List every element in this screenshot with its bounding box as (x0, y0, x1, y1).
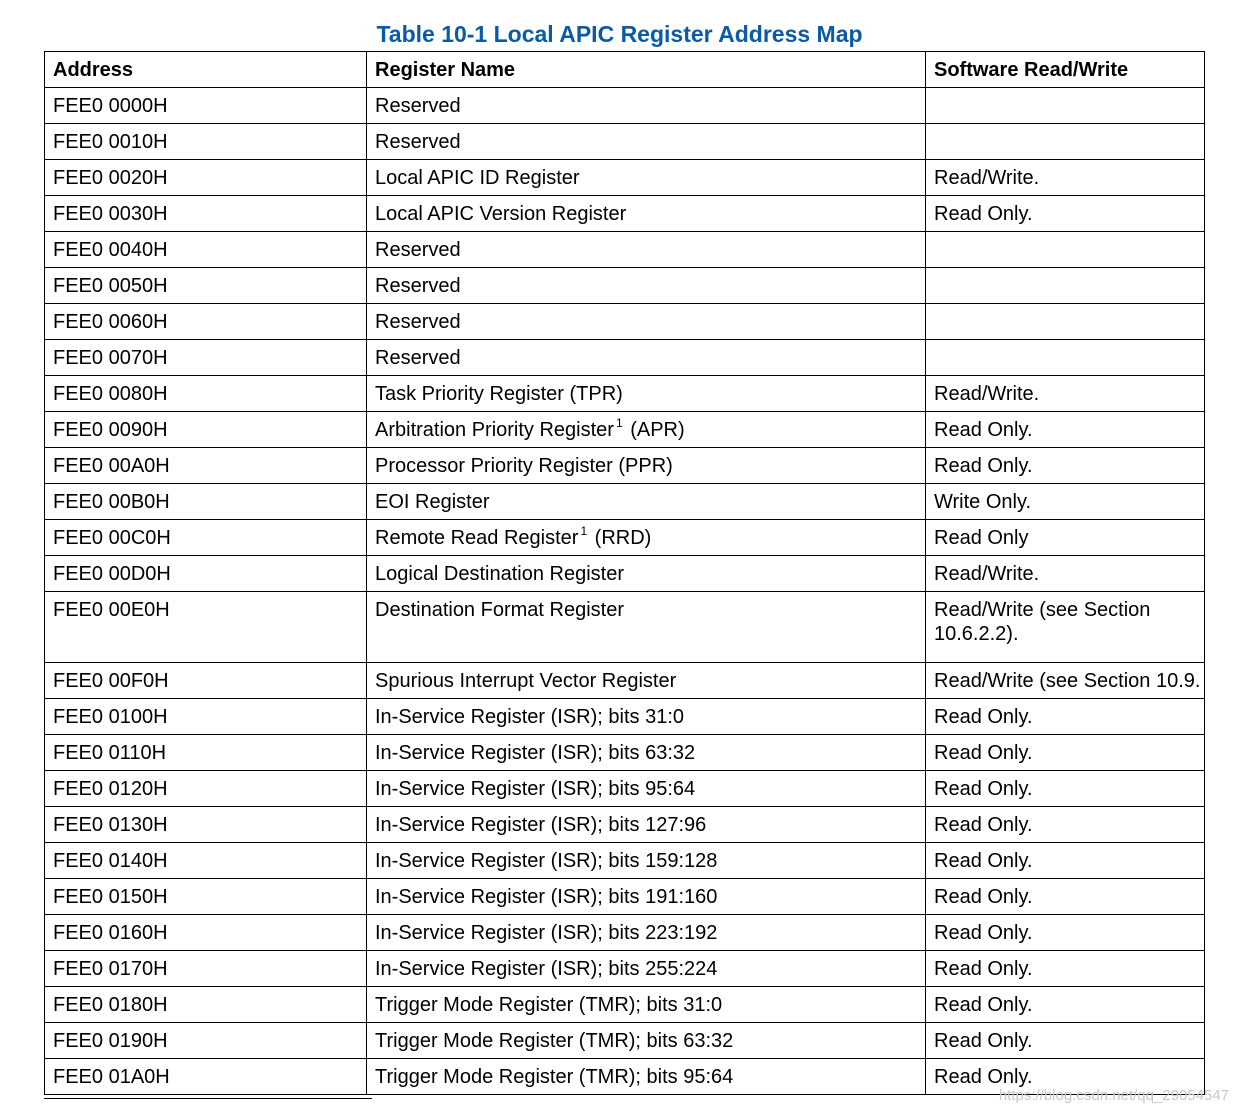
register-name-cell (367, 951, 926, 987)
footnote-divider (44, 1098, 372, 1099)
register-name-cell (367, 987, 926, 1023)
register-name-cell (367, 196, 926, 232)
register-name: In-Service Register (ISR); bits 31:0 (375, 705, 684, 728)
read-write-cell: Read/Write. (926, 556, 1205, 592)
register-name: Trigger Mode Register (TMR); bits 95:64 (375, 1065, 734, 1088)
read-write-cell: Read Only. (926, 951, 1205, 987)
table-row (45, 663, 1205, 699)
register-name: Logical Destination Register (375, 562, 625, 585)
read-write-cell: Read Only. (926, 771, 1205, 807)
register-name: Trigger Mode Register (TMR); bits 63:32 (375, 1029, 734, 1052)
address-cell: FEE0 0160H (45, 915, 367, 951)
address-cell: FEE0 01A0H (45, 1059, 367, 1095)
table-row (45, 843, 1205, 879)
table-row (45, 807, 1205, 843)
register-name: In-Service Register (ISR); bits 127:96 (375, 813, 707, 836)
register-name-cell (367, 340, 926, 376)
table-row (45, 879, 1205, 915)
register-name: In-Service Register (ISR); bits 63:32 (375, 741, 696, 764)
register-name-cell (367, 88, 926, 124)
register-name-cell (367, 376, 926, 412)
register-name: Local APIC ID Register (375, 166, 580, 189)
table-row (45, 232, 1205, 268)
address-cell: FEE0 0040H (45, 232, 367, 268)
address-cell: FEE0 00E0H (45, 592, 367, 663)
read-write-cell: Read Only. (926, 1059, 1205, 1095)
table-row (45, 448, 1205, 484)
register-name: Processor Priority Register (PPR) (375, 454, 673, 477)
register-name: Reserved (375, 238, 461, 261)
table-row (45, 196, 1205, 232)
register-name: Reserved (375, 274, 461, 297)
read-write-cell: Write Only. (926, 484, 1205, 520)
read-write-cell: Read Only. (926, 843, 1205, 879)
register-name: Spurious Interrupt Vector Register (375, 669, 677, 692)
register-name: Local APIC Version Register (375, 202, 627, 225)
register-name-cell (367, 843, 926, 879)
register-name-cell (367, 1059, 926, 1095)
register-name: Reserved (375, 346, 461, 369)
read-write-cell (926, 88, 1205, 124)
table-row (45, 556, 1205, 592)
read-write-cell: Read Only. (926, 196, 1205, 232)
read-write-cell: Read/Write (see Section 10.9. (926, 663, 1205, 699)
register-name-cell (367, 915, 926, 951)
read-write-cell: Read Only. (926, 987, 1205, 1023)
register-name-cell (367, 484, 926, 520)
register-name: Trigger Mode Register (TMR); bits 31:0 (375, 993, 723, 1016)
register-name-cell (367, 124, 926, 160)
address-cell: FEE0 0030H (45, 196, 367, 232)
register-name-cell (367, 699, 926, 735)
table-row (45, 951, 1205, 987)
register-name: EOI Register (375, 490, 490, 513)
table-row (45, 699, 1205, 735)
table-row (45, 160, 1205, 196)
table-row (45, 376, 1205, 412)
address-cell: FEE0 0120H (45, 771, 367, 807)
table-row (45, 1023, 1205, 1059)
register-name: In-Service Register (ISR); bits 95:64 (375, 777, 696, 800)
register-name-cell (367, 771, 926, 807)
register-name-cell (367, 520, 926, 556)
table-row (45, 412, 1205, 448)
register-name: In-Service Register (ISR); bits 191:160 (375, 885, 718, 908)
register-name-cell (367, 879, 926, 915)
register-name-cell (367, 735, 926, 771)
register-name-cell (367, 304, 926, 340)
register-name: Remote Read Register (375, 526, 579, 549)
register-name-cell (367, 592, 926, 663)
table-row (45, 268, 1205, 304)
address-cell: FEE0 0180H (45, 987, 367, 1023)
read-write-cell (926, 268, 1205, 304)
address-cell: FEE0 0010H (45, 124, 367, 160)
address-cell: FEE0 0070H (45, 340, 367, 376)
register-name-cell (367, 556, 926, 592)
read-write-cell: Read Only. (926, 807, 1205, 843)
table-row (45, 340, 1205, 376)
read-write-cell: Read/Write (see Section 10.6.2.2). (926, 592, 1205, 663)
address-cell: FEE0 0020H (45, 160, 367, 196)
read-write-cell: Read Only (926, 520, 1205, 556)
register-abbreviation: (APR) (624, 418, 685, 441)
address-cell: FEE0 0060H (45, 304, 367, 340)
address-cell: FEE0 0130H (45, 807, 367, 843)
address-cell: FEE0 0140H (45, 843, 367, 879)
read-write-cell (926, 232, 1205, 268)
table-row (45, 592, 1205, 663)
table-row (45, 771, 1205, 807)
footnote-marker: 1 (580, 523, 588, 538)
register-name: Reserved (375, 130, 461, 153)
address-cell: FEE0 00D0H (45, 556, 367, 592)
register-name-cell (367, 412, 926, 448)
register-name: Destination Format Register (375, 599, 624, 621)
table-caption: Table 10-1 Local APIC Register Address Map (376, 21, 863, 47)
table-row (45, 304, 1205, 340)
table-row (45, 88, 1205, 124)
address-cell: FEE0 0150H (45, 879, 367, 915)
register-name-cell (367, 807, 926, 843)
column-header-software-read-write: Software Read/Write (926, 52, 1205, 88)
register-name-cell (367, 160, 926, 196)
register-name: In-Service Register (ISR); bits 223:192 (375, 921, 718, 944)
address-cell: FEE0 00F0H (45, 663, 367, 699)
address-cell: FEE0 0050H (45, 268, 367, 304)
register-name: Task Priority Register (TPR) (375, 382, 623, 405)
read-write-cell: Read Only. (926, 412, 1205, 448)
address-cell: FEE0 00B0H (45, 484, 367, 520)
read-write-cell (926, 124, 1205, 160)
read-write-cell (926, 304, 1205, 340)
address-cell: FEE0 00C0H (45, 520, 367, 556)
read-write-cell: Read Only. (926, 879, 1205, 915)
read-write-cell: Read Only. (926, 915, 1205, 951)
read-write-cell: Read/Write. (926, 160, 1205, 196)
register-name: In-Service Register (ISR); bits 159:128 (375, 849, 718, 872)
table-row (45, 124, 1205, 160)
address-cell: FEE0 0110H (45, 735, 367, 771)
address-cell: FEE0 0090H (45, 412, 367, 448)
footnote-marker: 1 (615, 415, 623, 430)
table-row (45, 735, 1205, 771)
table-row (45, 520, 1205, 556)
read-write-cell (926, 340, 1205, 376)
address-cell: FEE0 00A0H (45, 448, 367, 484)
register-name: Reserved (375, 94, 461, 117)
address-cell: FEE0 0000H (45, 88, 367, 124)
address-cell: FEE0 0100H (45, 699, 367, 735)
register-name: Arbitration Priority Register (375, 418, 614, 441)
read-write-cell: Read/Write. (926, 376, 1205, 412)
watermark: https://blog.csdn.net/qq_29054547 (998, 1087, 1229, 1104)
register-name: Reserved (375, 310, 461, 333)
register-name-cell (367, 1023, 926, 1059)
register-name-cell (367, 448, 926, 484)
read-write-cell: Read Only. (926, 448, 1205, 484)
table-header-row (45, 52, 1205, 88)
column-header-address: Address (45, 52, 367, 88)
table-row (45, 987, 1205, 1023)
register-name-cell (367, 663, 926, 699)
read-write-cell: Read Only. (926, 735, 1205, 771)
register-name-cell (367, 232, 926, 268)
table-row (45, 484, 1205, 520)
read-write-cell: Read Only. (926, 1023, 1205, 1059)
address-cell: FEE0 0190H (45, 1023, 367, 1059)
register-abbreviation: (RRD) (589, 526, 652, 549)
address-cell: FEE0 0170H (45, 951, 367, 987)
table-row (45, 915, 1205, 951)
register-address-table (44, 51, 1205, 1095)
column-header-register-name: Register Name (367, 52, 926, 88)
read-write-cell: Read Only. (926, 699, 1205, 735)
register-name: In-Service Register (ISR); bits 255:224 (375, 957, 718, 980)
register-name-cell (367, 268, 926, 304)
address-cell: FEE0 0080H (45, 376, 367, 412)
